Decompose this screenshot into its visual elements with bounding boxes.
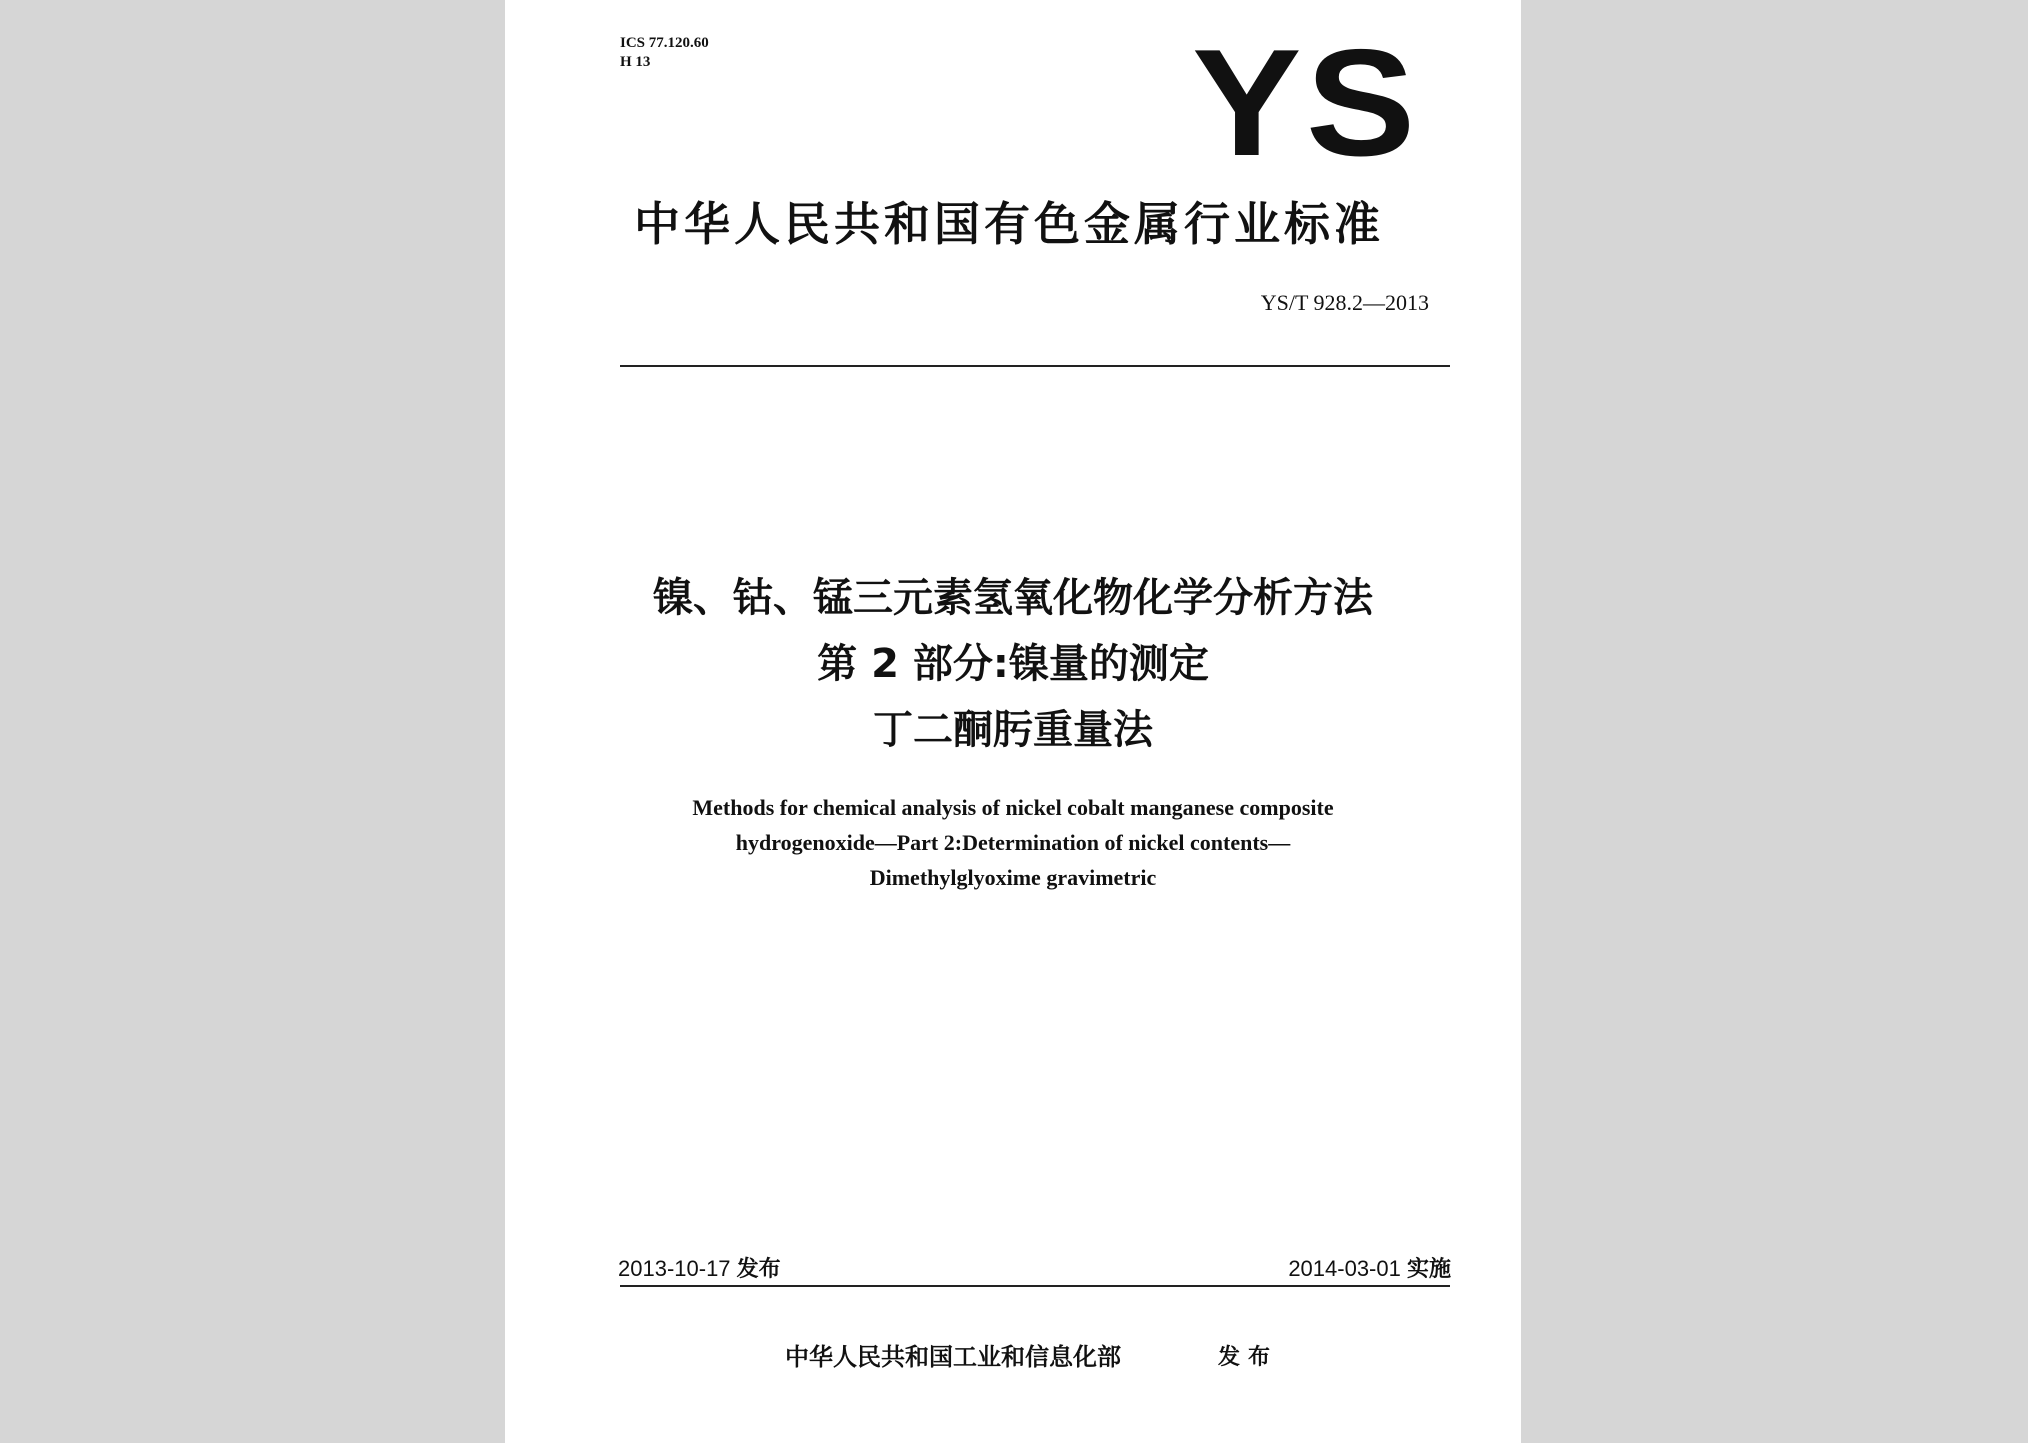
issuing-authority: 中华人民共和国工业和信息化部 <box>785 1343 1121 1371</box>
english-title-line-1: Methods for chemical analysis of nickel cobalt manganese composite <box>692 795 1334 820</box>
english-title <box>505 790 1521 895</box>
chinese-title <box>505 565 1521 763</box>
standard-title <box>505 188 1521 254</box>
chinese-title-line-2: 第 2 部分:镍量的测定 <box>817 641 1209 687</box>
standard-title-text: 中华人民共和国有色金属行业标准 <box>634 197 1384 251</box>
ys-logo: YS <box>1192 18 1420 188</box>
release-label: 发布 <box>736 1257 781 1282</box>
top-divider <box>620 365 1450 367</box>
classification-codes <box>620 34 709 72</box>
standard-number: YS/T 928.2—2013 <box>1260 290 1429 315</box>
release-date-value: 2013-10-17 <box>618 1256 731 1281</box>
implement-date-value: 2014-03-01 <box>1288 1256 1401 1281</box>
ics-code: ICS 77.120.60 <box>620 35 709 51</box>
issued-label: 发布 <box>1218 1345 1279 1370</box>
bottom-divider <box>620 1285 1450 1287</box>
implement-label: 实施 <box>1406 1257 1451 1282</box>
english-title-line-3: Dimethylglyoxime gravimetric <box>869 865 1157 890</box>
english-title-line-2: hydrogenoxide—Part 2:Determination of nickel contents— <box>735 830 1291 855</box>
document-page <box>505 0 1521 1443</box>
chinese-title-line-3: 丁二酮肟重量法 <box>873 707 1153 753</box>
implement-date <box>1288 1252 1451 1283</box>
release-date <box>618 1252 781 1283</box>
chinese-title-line-1: 镍、钴、锰三元素氢氧化物化学分析方法 <box>653 575 1373 621</box>
ccs-code: H 13 <box>620 54 651 70</box>
